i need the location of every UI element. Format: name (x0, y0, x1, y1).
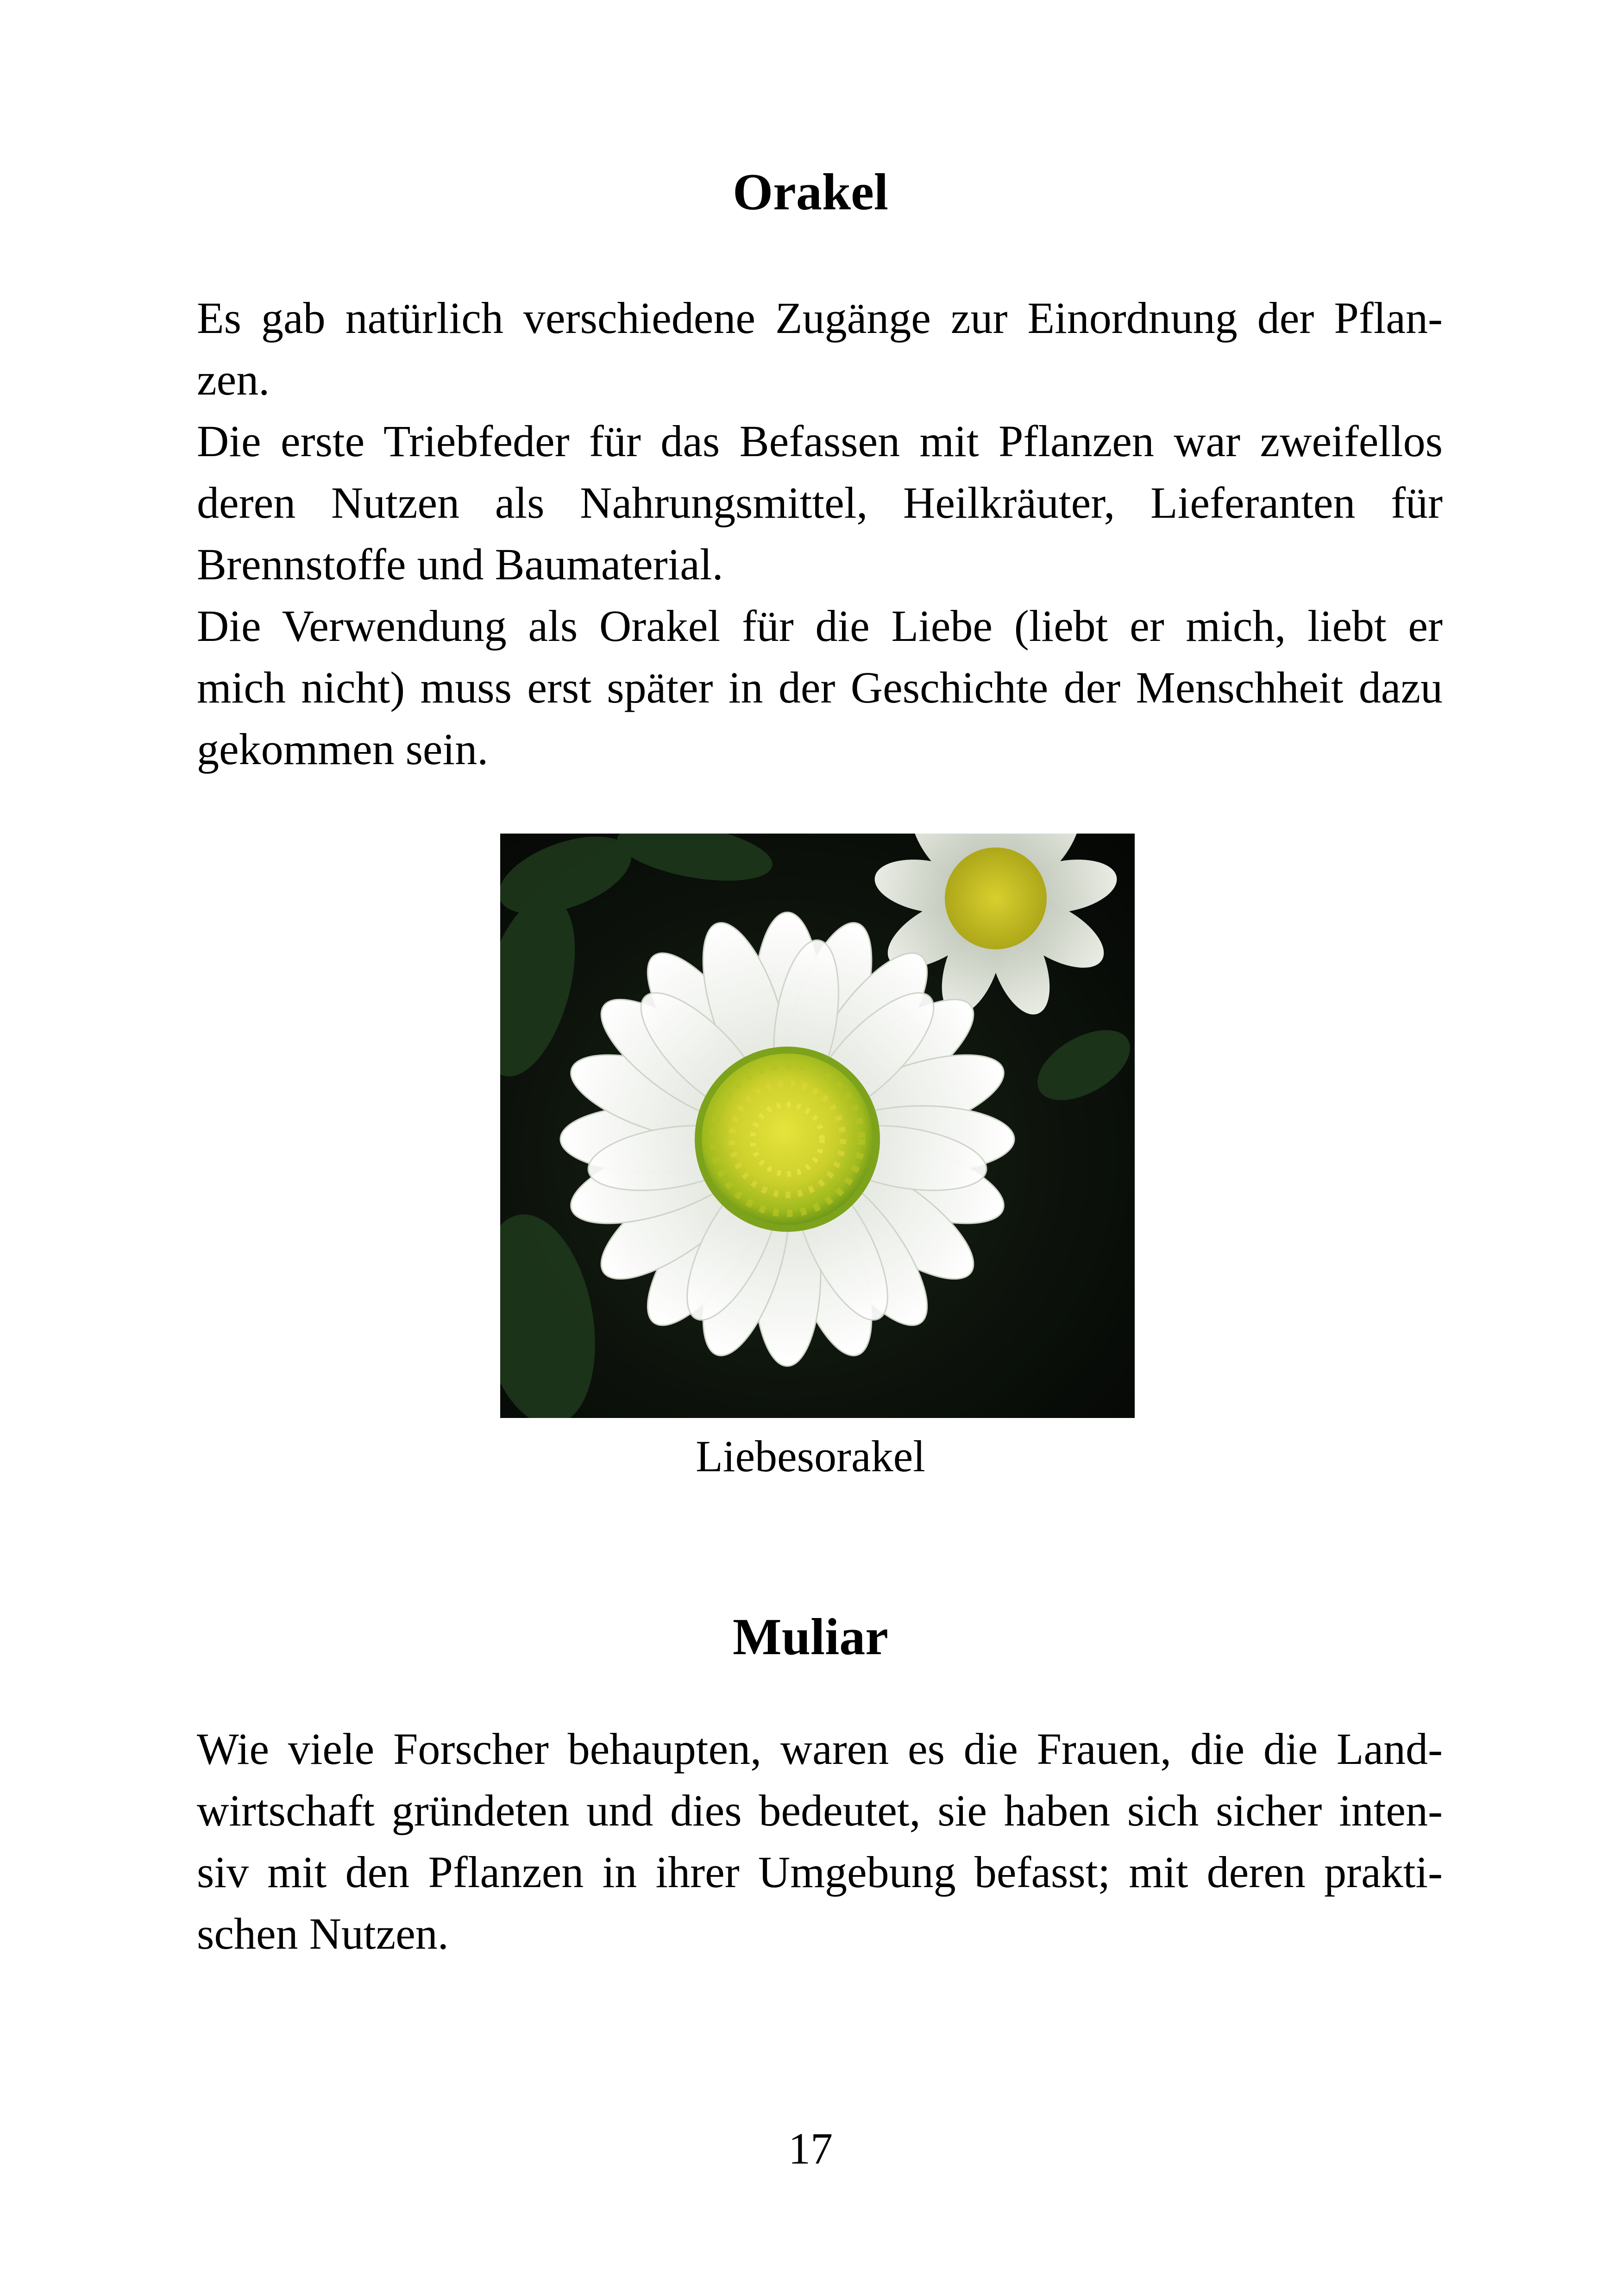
paragraph-orakel (197, 287, 1443, 780)
text-line: mich nicht) muss erst später in der Geschichte der Menschheit dazu (197, 663, 1443, 712)
paragraph-muliar (197, 1718, 1443, 1964)
page-number: 17 (788, 2124, 833, 2173)
text-line: schen Nutzen. (197, 1909, 449, 1958)
text-line: wirtschaft gründeten und dies bedeutet, sie haben sich sicher inten- (197, 1786, 1443, 1835)
text-line: Die erste Triebfeder für das Befassen mit Pflanzen war zweifellos (197, 416, 1443, 466)
section-title-muliar: Muliar (733, 1608, 888, 1666)
text-line: Die Verwendung als Orakel für die Liebe (liebt er mich, liebt er (197, 601, 1443, 651)
section-title-orakel: Orakel (733, 163, 888, 221)
text-line: Brennstoffe und Baumaterial. (197, 539, 723, 589)
figure-caption: Liebesorakel (696, 1431, 925, 1481)
daisy-photo (500, 834, 1135, 1418)
text-line: gekommen sein. (197, 724, 489, 774)
text-line: zen. (197, 355, 270, 404)
text-line: Es gab natürlich verschiedene Zugänge zur Einordnung der Pflan- (197, 293, 1443, 343)
text-line: siv mit den Pflanzen in ihrer Umgebung befasst; mit deren prakti- (197, 1847, 1443, 1897)
text-line: deren Nutzen als Nahrungsmittel, Heilkräuter, Lieferanten für (197, 478, 1443, 527)
text-line: Wie viele Forscher behaupten, waren es die Frauen, die die Land- (197, 1724, 1443, 1774)
